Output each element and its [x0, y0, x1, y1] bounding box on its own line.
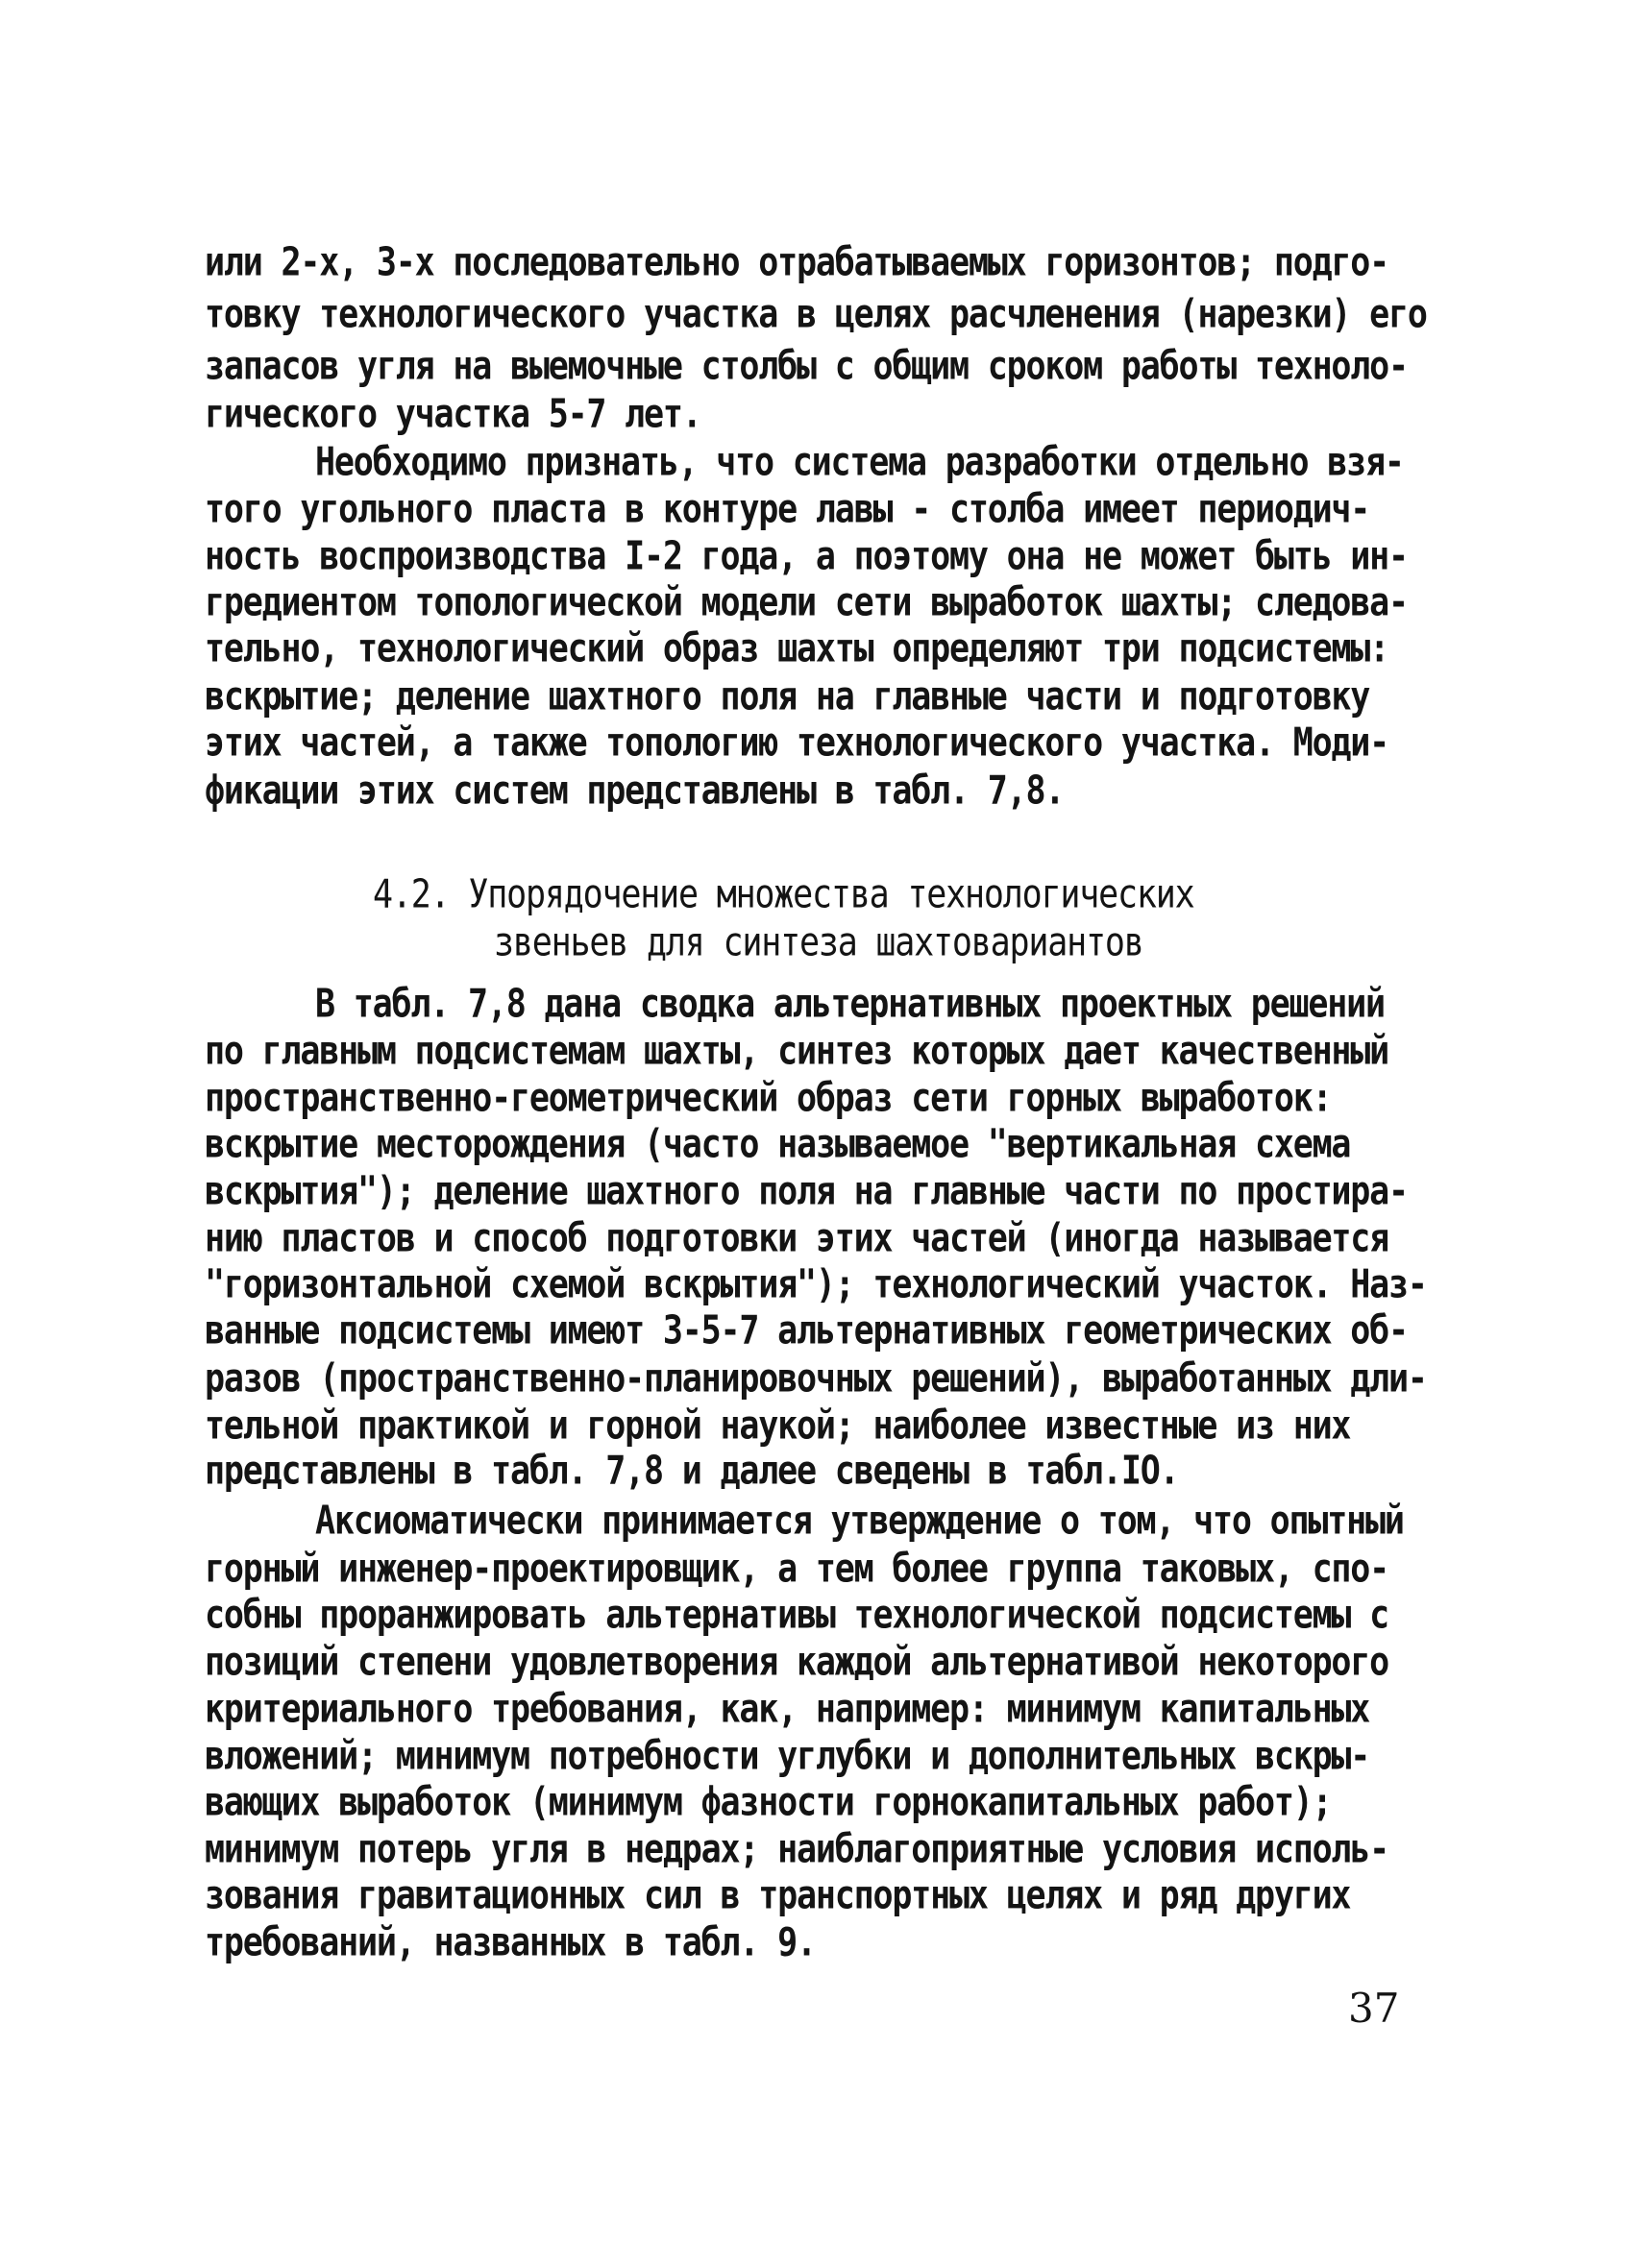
paragraph-3-line: представлены в табл. 7,8 и далее сведены в табл.IO.	[205, 1449, 1179, 1495]
paragraph-3-line: ванные подсистемы имеют 3-5-7 альтернативных геометрических об-	[205, 1308, 1408, 1354]
paragraph-2-line: тельно, технологический образ шахты определяют три подсистемы:	[205, 626, 1389, 672]
paragraph-3-line: пространственно-геометрический образ сети горных выработок:	[205, 1076, 1332, 1122]
paragraph-3-line: В табл. 7,8 дана сводка альтернативных проектных решений	[315, 982, 1385, 1028]
paragraph-4-line: Аксиоматически принимается утверждение о том, что опытный	[315, 1499, 1404, 1545]
paragraph-4-line: позиций степени удовлетворения каждой альтернативой некоторого	[205, 1640, 1389, 1686]
paragraph-3-line: тельной практикой и горной наукой; наиболее известные из них	[205, 1403, 1351, 1450]
paragraph-2-line: этих частей, а также топологию технологического участка. Моди-	[205, 720, 1389, 767]
paragraph-2-line: фикации этих систем представлены в табл. 7,8.	[205, 768, 1065, 815]
paragraph-4-line: зования гравитационных сил в транспортных целях и ряд других	[205, 1873, 1351, 1919]
paragraph-4-line: минимум потерь угля в недрах; наиблагоприятные условия исполь-	[205, 1827, 1389, 1873]
paragraph-3-line: "горизонтальной схемой вскрытия"); технологический участок. Наз-	[205, 1262, 1427, 1308]
paragraph-2-line: вскрытие; деление шахтного поля на главные части и подготовку	[205, 674, 1370, 720]
paragraph-4-line: вающих выработок (минимум фазности горнокапитальных работ);	[205, 1780, 1332, 1826]
paragraph-4-line: критериального требования, как, например: минимум капитальных	[205, 1687, 1370, 1733]
paragraph-1-line: запасов угля на выемочные столбы с общим сроком работы техноло-	[205, 344, 1408, 390]
paragraph-4-line: требований, названных в табл. 9.	[205, 1920, 816, 1966]
paragraph-2-line: Необходимо признать, что система разработки отдельно взя-	[315, 440, 1404, 486]
paragraph-4-line: вложений; минимум потребности углубки и дополнительных вскры-	[205, 1734, 1370, 1780]
paragraph-3-line: разов (пространственно-планировочных решений), выработанных дли-	[205, 1356, 1427, 1402]
section-heading: 4.2. Упорядочение множества технологических	[373, 872, 1194, 918]
paragraph-1-line: товку технологического участка в целях расчленения (нарезки) его	[205, 292, 1427, 338]
paragraph-1-line: гического участка 5-7 лет.	[205, 392, 701, 438]
paragraph-3-line: нию пластов и способ подготовки этих частей (иногда называется	[205, 1216, 1389, 1262]
paragraph-4-line: горный инженер-проектировщик, а тем более группа таковых, спо-	[205, 1547, 1389, 1593]
section-heading: звеньев для синтеза шахтовариантов	[494, 920, 1143, 966]
paragraph-1-line: или 2-х, 3-х последовательно отрабатываемых горизонтов; подго-	[205, 240, 1389, 286]
paragraph-2-line: того угольного пласта в контуре лавы - столба имеет периодич-	[205, 487, 1370, 533]
paragraph-3-line: вскрытие месторождения (часто называемое "вертикальная схема	[205, 1122, 1351, 1168]
paragraph-3-line: вскрытия"); деление шахтного поля на главные части по простира-	[205, 1169, 1408, 1215]
paragraph-4-line: собны проранжировать альтернативы технологической подсистемы с	[205, 1593, 1389, 1639]
paragraph-2-line: гредиентом топологической модели сети выработок шахты; следова-	[205, 580, 1408, 626]
page-number: 37	[1348, 1985, 1400, 2032]
paragraph-2-line: ность воспроизводства I-2 года, а поэтому она не может быть ин-	[205, 534, 1408, 580]
paragraph-3-line: по главным подсистемам шахты, синтез которых дает качественный	[205, 1029, 1389, 1075]
